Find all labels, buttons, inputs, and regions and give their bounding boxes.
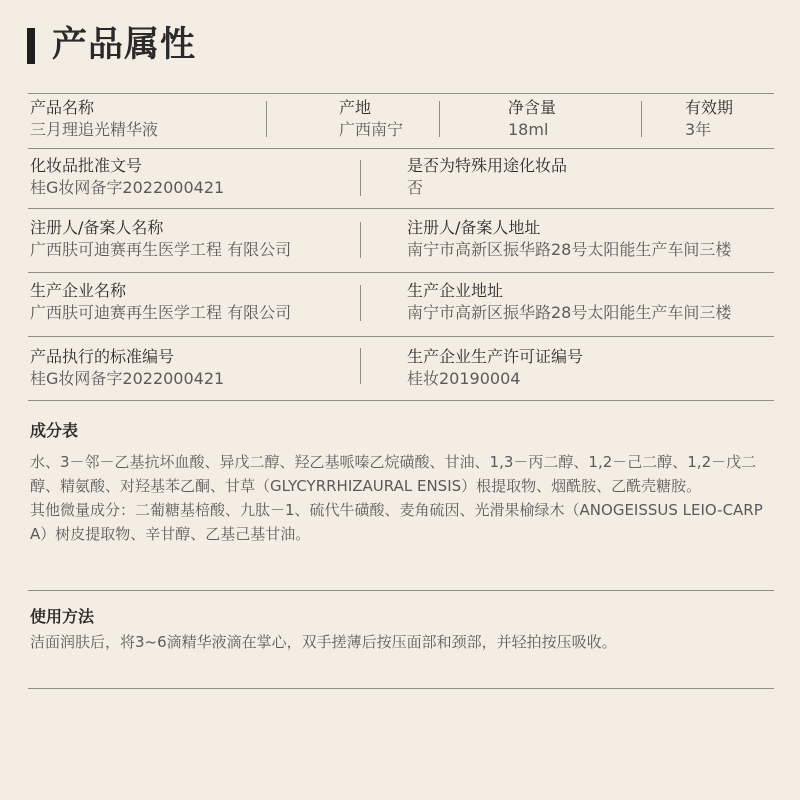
ingredients-title: 成分表 (30, 421, 79, 440)
ingredients-main: 水、3－邻－乙基抗坏血酸、异戊二醇、羟乙基哌嗪乙烷磺酸、甘油、1,3－丙二醇、1,2－己二醇、1,2－戊二醇、精氨酸、对羟基苯乙酮、甘草（GLYCYRRHIZAURAL ENSIS）根提取物、烟酰胺、乙酰壳糖胺。 (30, 453, 757, 495)
page-title: 产品属性 (52, 25, 197, 65)
attr-value: 南宁市高新区振华路28号太阳能生产车间三楼 (407, 240, 732, 259)
divider-top (28, 93, 774, 94)
attr-registrant-address (407, 217, 731, 261)
attr-label: 产地 (339, 98, 372, 117)
title-accent-bar (27, 28, 35, 64)
attr-label: 生产企业生产许可证编号 (407, 347, 584, 366)
attr-net-content (508, 97, 556, 141)
attr-production-license (407, 346, 583, 390)
attr-special-use (407, 155, 567, 199)
usage-text: 洁面润肤后，将3~6滴精华液滴在掌心，双手搓薄后按压面部和颈部，并轻拍按压吸收。 (30, 633, 617, 651)
attr-label: 注册人/备案人地址 (407, 218, 541, 237)
attr-value: 广西肤可迪赛再生医学工程 有限公司 (30, 303, 292, 322)
attr-product-name (30, 97, 158, 141)
attr-origin (339, 97, 403, 141)
attr-manufacturer-name (30, 280, 291, 324)
usage-title: 使用方法 (30, 607, 95, 626)
attr-value: 三月理追光精华液 (30, 120, 159, 139)
column-divider (360, 222, 361, 258)
attr-approval-number (30, 155, 224, 199)
attr-label: 注册人/备案人名称 (30, 218, 164, 237)
ingredients-minor: 其他微量成分：二葡糖基棓酸、九肽－1、硫代牛磺酸、麦角硫因、光滑果榆绿木（ANOGEISSUS LEIO-CARPA）树皮提取物、辛甘醇、乙基己基甘油。 (30, 501, 763, 543)
attr-value: 广西肤可迪赛再生医学工程 有限公司 (30, 240, 292, 259)
attr-value: 18ml (508, 120, 549, 139)
attr-shelf-life (685, 97, 733, 141)
column-divider (360, 160, 361, 196)
attr-label: 有效期 (685, 98, 734, 117)
divider (28, 208, 774, 209)
attr-registrant-name (30, 217, 291, 261)
attr-value: 桂妆20190004 (407, 369, 521, 388)
divider (28, 336, 774, 337)
attr-label: 化妆品批准文号 (30, 156, 143, 175)
attr-value: 桂G妆网备字2022000421 (30, 178, 225, 197)
divider (28, 400, 774, 401)
attr-value: 否 (407, 178, 424, 197)
divider-bottom (28, 688, 774, 689)
attr-manufacturer-address (407, 280, 731, 324)
column-divider (360, 285, 361, 321)
attr-label: 生产企业名称 (30, 281, 127, 300)
divider (28, 148, 774, 149)
attr-label: 是否为特殊用途化妆品 (407, 156, 568, 175)
attr-label: 产品执行的标准编号 (30, 347, 175, 366)
column-divider (360, 348, 361, 384)
attr-value: 广西南宁 (339, 120, 404, 139)
divider (28, 590, 774, 591)
attr-value: 3年 (685, 120, 712, 139)
attr-label: 净含量 (508, 98, 557, 117)
attr-value: 桂G妆网备字2022000421 (30, 369, 225, 388)
attr-standard-number (30, 346, 224, 390)
column-divider (439, 101, 440, 137)
column-divider (641, 101, 642, 137)
column-divider (266, 101, 267, 137)
attr-value: 南宁市高新区振华路28号太阳能生产车间三楼 (407, 303, 732, 322)
attr-label: 产品名称 (30, 98, 95, 117)
attr-label: 生产企业地址 (407, 281, 504, 300)
divider (28, 272, 774, 273)
